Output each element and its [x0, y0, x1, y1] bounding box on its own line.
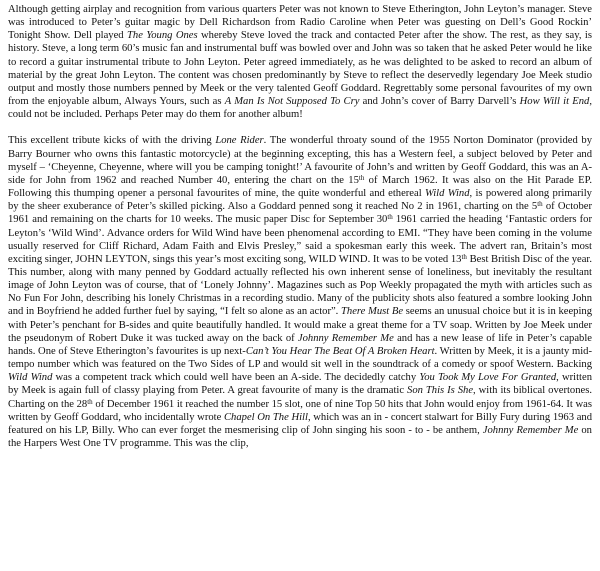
- song-title: You Took My Love For Granted: [419, 372, 557, 384]
- text-run: , which was an in - concert stalwart for Billy Fury during 1963 and featured on his LP, Billy. Who can ever forget the mesmerising clip of John singing his soon - to - be anthem,: [8, 411, 592, 436]
- ordinal-suffix: th: [461, 252, 467, 261]
- song-title: Son This Is She: [407, 385, 474, 397]
- text-run: . Written by Meek, it is a jaunty mid-tempo number which was featured on the Two Sides of LP and would sit well in the soundtrack of a comedy or spoof Western. Backing: [8, 345, 592, 371]
- text-run: of December 1961 it reached the number 15 slot, one of nine Top 50 hits that John would enjoy from 1961-64. It was written by Geoff Goddard, who incidentally wrote: [8, 398, 592, 423]
- song-title: There Must Be: [341, 306, 404, 318]
- text-run: , written by Meek is again full of classy playing from Peter. A great favourite of many is the dramatic: [8, 372, 592, 397]
- ordinal-suffix: th: [537, 200, 543, 209]
- song-title: The Young Ones: [127, 30, 198, 42]
- text-run: , with its biblical overtones. Charting on the 28: [8, 385, 592, 410]
- text-run: was a competent track which could well have been an A-side. The decidedly catchy: [52, 372, 420, 384]
- text-run: Best British Disc of the year. This number, along with many penned by Goddard actually reflected his own inherent sense of loneliness, but inevitably the resultant image of John Leyton was of course, that of ‘Lonely Johnny’. Magazines such as Pop Weekly propagated the myth with articles such as No Fun For John, describing his lonely Christmas in a recording studio. Many of the publicity shots also featured a sombre looking John and in Boyfriend he added further fuel by saying, “I felt so alone as an actor”.: [8, 253, 592, 318]
- text-run: and John’s cover of Barry Darvell’s: [359, 96, 520, 108]
- song-title: Chapel On The Hill: [223, 411, 308, 423]
- text-run: of March 1962. It was also on the Hit Parade EP. Following this thumping opener a personal favourites of mine, the quite wonderful and ethereal: [8, 174, 592, 200]
- song-title: How Will it End: [519, 96, 590, 108]
- paragraph-album-review: [8, 134, 592, 450]
- text-run: This excellent tribute kicks of with the driving: [8, 135, 216, 147]
- text-run: seems an unusual choice but it is in keeping with Peter’s penchant for B-sides and quite beautifully handled. It would make a great theme for a TV soap. Written by Joe Meek under the pseudonym of Robert Duke it was tucked away on the back of: [8, 306, 593, 344]
- text-run: on the Harpers West One TV programme. This was the clip,: [8, 424, 592, 449]
- song-title: Johnny Remember Me: [297, 332, 394, 344]
- text-run: . The wonderful throaty sound of the 1955 Norton Dominator (provided by Barry Bourner who owns this fantastic motorcycle) at the beginning excepting, this has a Western feel, a subject beloved by Peter and myself – ‘Cheyenne, Cheyenne, where will you be camping tonight!’ A favourite of John’s and written by Geoff Goddard, this was an A- side for John from 1962 and reached Number 40, entering the chart on the 15: [8, 135, 592, 186]
- text-run: , could not be included. Perhaps Peter may do them for another album!: [8, 96, 592, 121]
- ordinal-suffix: th: [87, 397, 93, 406]
- song-title: Can’t You Hear The Beat Of A Broken Heart: [245, 345, 435, 357]
- song-title: Lone Rider: [215, 135, 264, 147]
- text-run: of October 1961 and remaining on the charts for 10 weeks. The music paper Disc for September 30: [8, 201, 592, 226]
- text-run: whereby Steve loved the track and contacted Peter after the show. The rest, as they say, is history. Steve, a long term 60’s music fan and instrumental buff was bowled over and John was so taken that he asked Peter would he like to record a guitar instrumental tribute to John Leyton. Peter agreed immediately, as he was delighted to be asked to record an album of material by the great John Leyton. The content was chosen predominantly by Steve to reflect the deservedly legendary Joe Meek studio output and mostly those numbers penned by Meek or the very talented Geoff Goddard. Regrettably some personal favourites of my own from the enjoyable album, Always Yours, such as: [8, 30, 592, 108]
- ordinal-suffix: th: [387, 213, 393, 222]
- text-run: and has a new lease of life in Peter’s capable hands. One of Steve Etherington’s favourites is up next-: [8, 332, 593, 357]
- text-run: , is powered along primarily by the sheer exuberance of Peter’s skilled picking. Also a Goddard penned song it reached No 2 in 1961, charting on the 5: [8, 188, 592, 213]
- song-title: Johnny Remember Me: [482, 424, 579, 436]
- text-run: 1961 carried the heading ‘Fantastic orders for Leyton’s ‘Wild Wind’. Advance orders for Wild Wind have been phenomenal according to EMI. “They have been coming in the volume usually reserved for Cliff Richard, Adam Faith and Elvis Presley,” said a spokesman early this week. The advert ran, Britain’s most exciting singer, JOHN LEYTON, sings this year’s most exciting song, WILD WIND. It was to be voted 13: [8, 214, 592, 265]
- song-title: A Man Is Not Supposed To Cry: [224, 96, 360, 108]
- text-run: Although getting airplay and recognition from various quarters Peter was not known to Steve Etherington, John Leyton’s manager. Steve was introduced to Peter’s guitar magic by Dell Richardson from Radio Caroline when Peter was guesting on Dell’s Good Rockin’ Tonight Show. Dell played: [8, 4, 592, 42]
- ordinal-suffix: th: [358, 173, 365, 182]
- paragraph-intro: [8, 3, 592, 121]
- song-title: Wild Wind: [424, 188, 470, 200]
- song-title: Wild Wind: [8, 372, 53, 384]
